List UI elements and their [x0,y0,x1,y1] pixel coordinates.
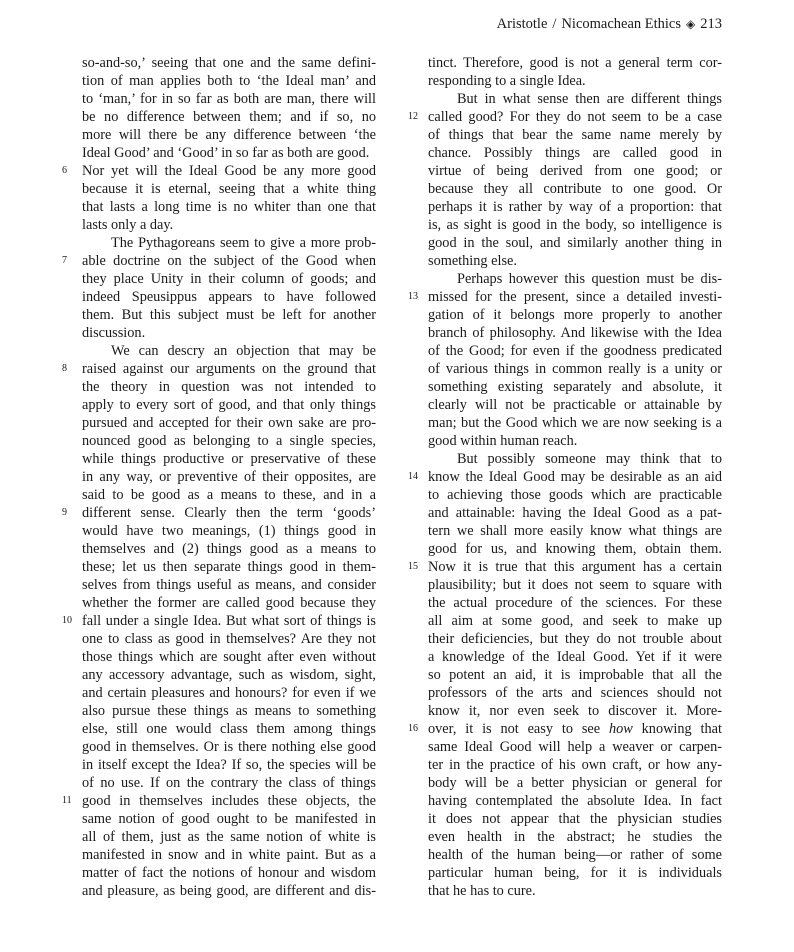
line-text: those things which are sought after even without [82,649,376,665]
line-text: manifested in snow and in white paint. But as a [82,847,376,863]
line-text: ter in the practice of his own craft, or how any- [428,757,722,773]
text-line [82,270,376,288]
line-text: it does not appear that the physician studies [428,811,722,827]
text-line [428,504,722,522]
line-text: they place Unity in their column of goods; and [82,271,376,287]
text-line [428,306,722,324]
line-text: clearly will not be practicable or attainable by [428,397,722,413]
text-line [428,72,722,90]
line-text: indeed Speusippus appears to have followed [82,289,376,305]
text-line [428,810,722,828]
text-line [82,342,376,360]
line-text: more will there be any difference between ‘the [82,127,376,143]
text-line [428,792,722,810]
text-line [82,630,376,648]
line-text: one to class as good in themselves? Are they not [82,631,376,647]
text-line [82,72,376,90]
line-text: professors of the arts and sciences should not [428,685,722,701]
line-text: But in what sense then are different things [457,91,722,107]
header-author: Aristotle [496,16,548,32]
text-line [82,324,376,342]
line-text: that he has to cure. [428,883,536,899]
line-text: in any way, or preventive of their opposites, are [82,469,376,485]
text-line [428,360,722,378]
text-line [428,378,722,396]
text-line [82,180,376,198]
text-line [82,882,376,900]
line-text: over, it is not easy to see how knowing that [428,721,722,737]
line-text: of various things in common really is a unity or [428,361,722,377]
text-line [428,162,722,180]
text-line [428,324,722,342]
line-text: all of them, just as the same notion of white is [82,829,376,845]
text-line [82,648,376,666]
line-text: something existing separately and absolute, it [428,379,722,395]
line-text: Nor yet will the Ideal Good be any more good [82,163,376,179]
text-line [408,558,722,576]
line-text: of no use. If on the contrary the class of things [82,775,376,791]
line-text: and certain pleasures and honours? for even if we [82,685,376,701]
text-line [428,774,722,792]
line-text: good in themselves includes these objects, the [82,793,376,809]
text-line [428,486,722,504]
line-text: else, still one would class them among things [82,721,376,737]
line-text: to achieving those goods which are practicable [428,487,722,503]
line-text: But possibly someone may think that to [457,451,722,467]
text-line [82,810,376,828]
line-text: of things that bear the same name merely by [428,127,722,143]
line-text: the theory in question was not intended to [82,379,376,395]
text-line [82,216,376,234]
line-text: something else. [428,253,517,269]
text-line [428,630,722,648]
line-text: tion of man applies both to ‘the Ideal man’ and [82,73,376,89]
text-line [428,540,722,558]
text-line [62,252,376,270]
text-line [428,450,722,468]
text-line [62,792,376,810]
text-line [82,432,376,450]
text-line [428,54,722,72]
line-text: We can descry an objection that may be [111,343,376,359]
text-line [82,738,376,756]
text-line [428,180,722,198]
text-line [82,198,376,216]
text-line [428,612,722,630]
line-text: health of the human being—or rather of some [428,847,722,863]
text-line [428,90,722,108]
line-text: same notion of good ought to be manifested in [82,811,376,827]
line-text: nounced good as belonging to a single species, [82,433,376,449]
line-text: particular human being, for it is individuals [428,865,722,881]
text-line [428,396,722,414]
line-text: them. But this subject must be left for another [82,307,376,323]
section-number: 6 [62,165,67,176]
text-line [82,126,376,144]
line-text: called good? For they do not seem to be a case [428,109,722,125]
text-line [408,288,722,306]
section-number: 13 [408,291,418,302]
line-text: different sense. Clearly then the term ‘goods’ [82,505,376,521]
line-text: gation of it belongs more properly to another [428,307,722,323]
text-line [428,216,722,234]
text-line [428,684,722,702]
line-text: and pleasure, as being good, are different and dis- [82,883,376,899]
line-text: that lasts a long time is no whiter than one that [82,199,376,215]
section-number: 7 [62,255,67,266]
line-text: while things productive or preservative of these [82,451,376,467]
line-text: so-and-so,’ seeing that one and the same defini- [82,55,376,71]
text-line [408,108,722,126]
line-text: selves from things useful as means, and consider [82,577,376,593]
text-line [82,684,376,702]
line-text: plausibility; but it does not seem to square with [428,577,722,593]
text-line [82,540,376,558]
text-line [82,108,376,126]
text-line [428,342,722,360]
line-text: know it, nor even seek to discover it. More- [428,703,722,719]
text-line [62,162,376,180]
page-number: 213 [700,16,722,32]
text-line [82,828,376,846]
line-text: good in themselves. Or is there nothing else good [82,739,376,755]
text-line [82,594,376,612]
text-line [82,468,376,486]
text-line [82,864,376,882]
line-text: virtue of being derived from one good; or [428,163,722,179]
text-line [428,252,722,270]
text-line [82,702,376,720]
line-text: the actual procedure of the sciences. For these [428,595,722,611]
line-text: because they all contribute to one good. Or [428,181,722,197]
line-text: missed for the present, since a detailed investi- [428,289,722,305]
text-line [82,486,376,504]
text-line [428,666,722,684]
line-text: know the Ideal Good may be desirable as an aid [428,469,722,485]
section-number: 8 [62,363,67,374]
text-line [62,504,376,522]
line-text: to ‘man,’ for in so far as both are man, there will [82,91,376,107]
line-text: Now it is true that this argument has a certain [428,559,722,575]
line-text: The Pythagoreans seem to give a more prob- [111,235,376,251]
line-text: is, as sight is good in the body, so intelligence is [428,217,722,233]
line-text: having contemplated the absolute Idea. In fact [428,793,722,809]
header-separator: / [552,16,557,32]
line-text: discussion. [82,325,146,341]
text-line [82,234,376,252]
text-line [82,756,376,774]
text-line [82,396,376,414]
text-line [82,54,376,72]
line-text: branch of philosophy. And likewise with the Idea [428,325,722,341]
line-text: good in the soul, and similarly another thing in [428,235,722,251]
line-text: fall under a single Idea. But what sort of things is [82,613,376,629]
line-text: raised against our arguments on the ground that [82,361,376,377]
text-line [428,414,722,432]
text-line [428,270,722,288]
ornament-diamond-icon: ◈ [686,17,696,31]
text-line [428,594,722,612]
text-line [428,198,722,216]
text-line [428,882,722,900]
line-text: their deficiencies, but they do not trouble about [428,631,722,647]
text-line [408,468,722,486]
line-text: because it is eternal, seeing that a white thing [82,181,376,197]
section-number: 10 [62,615,72,626]
section-number: 9 [62,507,67,518]
line-text: tinct. Therefore, good is not a general term cor- [428,55,722,71]
line-text: same Ideal Good will help a weaver or carpen- [428,739,722,755]
line-text: and attainable: having the Ideal Good as a pat- [428,505,722,521]
text-line [428,234,722,252]
line-text: tern we shall more easily know what things are [428,523,722,539]
text-line [428,522,722,540]
line-text: any accessory advantage, such as wisdom, sight, [82,667,376,683]
text-line [82,378,376,396]
text-line [428,432,722,450]
text-line [82,288,376,306]
line-text: Perhaps however this question must be dis- [457,271,722,287]
text-line [428,756,722,774]
line-text: also pursue these things as means to something [82,703,376,719]
line-text: Ideal Good’ and ‘Good’ in so far as both are good. [82,145,370,161]
line-text: responding to a single Idea. [428,73,586,89]
line-text: these; let us then separate things good in them- [82,559,376,575]
line-text: good within human reach. [428,433,578,449]
right-text-column [408,54,722,900]
text-line [82,522,376,540]
text-line [408,720,722,738]
line-text: so potent an aid, it is improbable that all the [428,667,722,683]
line-text: be no difference between them; and if so, no [82,109,376,125]
text-line [428,864,722,882]
line-text: even health in the abstract; he studies the [428,829,722,845]
line-text: matter of fact the notions of honour and wisdom [82,865,376,881]
line-text: apply to every sort of good, and that only things [82,397,376,413]
text-line [82,666,376,684]
line-text: a knowledge of the Ideal Good. Yet if it were [428,649,722,665]
text-line [82,414,376,432]
text-line [82,576,376,594]
line-text: said to be good as a means to these, and in a [82,487,376,503]
line-text: chance. Possibly things are called good in [428,145,722,161]
text-line [428,144,722,162]
line-text: able doctrine on the subject of the Good when [82,253,376,269]
text-line [62,612,376,630]
header-work-title: Nicomachean Ethics [561,16,682,32]
line-text: all aim at some good, and seek to make up [428,613,722,629]
text-line [428,126,722,144]
section-number: 15 [408,561,418,572]
text-line [82,144,376,162]
text-line [428,702,722,720]
left-text-column [62,54,376,900]
line-text: whether the former are called good because they [82,595,376,611]
text-line [82,720,376,738]
section-number: 14 [408,471,418,482]
line-text: perhaps it is rather by way of a proportion: that [428,199,722,215]
line-text: would have two meanings, (1) things good in [82,523,376,539]
text-line [82,90,376,108]
text-line [428,828,722,846]
text-line [82,450,376,468]
text-line [82,774,376,792]
text-line [62,360,376,378]
line-text: man; but the Good which we are now seeking is a [428,415,722,431]
line-text: of the Good; for even if the goodness predicated [428,343,722,359]
text-line [428,846,722,864]
section-number: 11 [62,795,72,806]
line-text: themselves and (2) things good as a means to [82,541,376,557]
text-line [82,306,376,324]
text-line [82,846,376,864]
section-number: 16 [408,723,418,734]
section-number: 12 [408,111,418,122]
text-line [428,576,722,594]
line-text: lasts only a day. [82,217,174,233]
line-text: body will be a better physician or general for [428,775,722,791]
line-text: in itself except the Idea? If so, the species will be [82,757,376,773]
line-text: good for us, and knowing them, obtain them. [428,541,722,557]
text-line [428,648,722,666]
text-line [82,558,376,576]
line-text: pursued and accepted for their own sake are pro- [82,415,376,431]
text-line [428,738,722,756]
running-header [497,16,722,33]
